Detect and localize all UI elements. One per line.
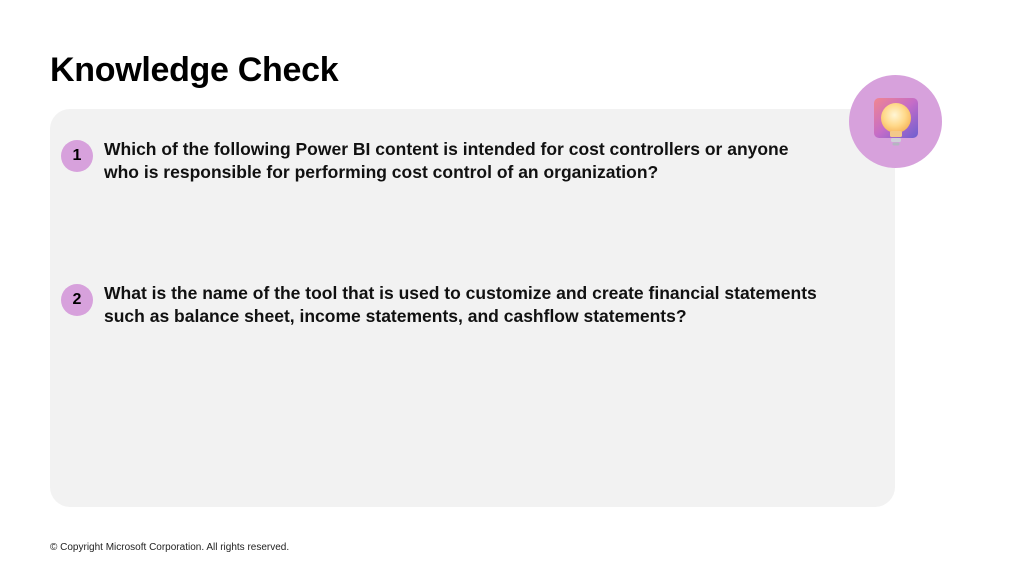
lightbulb-icon xyxy=(872,96,920,148)
lightbulb-badge xyxy=(849,75,942,168)
question-number-badge: 2 xyxy=(61,284,93,316)
question-2 xyxy=(61,282,824,328)
question-text: Which of the following Power BI content is intended for cost controllers or anyone who is responsible for performing cost control of an organization? xyxy=(104,139,789,182)
question-number-badge: 1 xyxy=(61,140,93,172)
question-1 xyxy=(61,138,824,184)
page-title: Knowledge Check xyxy=(50,51,339,89)
question-text: What is the name of the tool that is used to customize and create financial statements such as balance sheet, income statements, and cashflow statements? xyxy=(104,283,817,326)
copyright-footer: © Copyright Microsoft Corporation. All rights reserved. xyxy=(50,542,290,553)
